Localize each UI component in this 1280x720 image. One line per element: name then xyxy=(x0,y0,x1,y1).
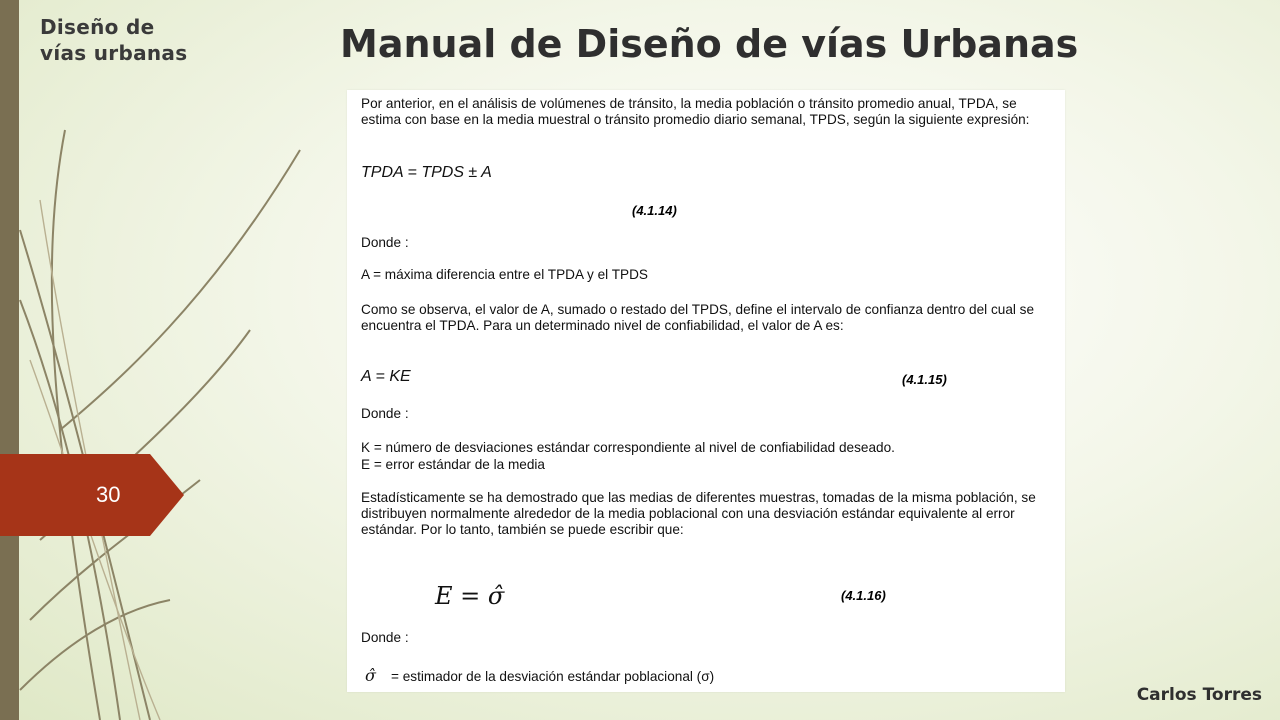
donde-label-3: Donde : xyxy=(361,630,409,645)
definition-e: E = error estándar de la media xyxy=(361,457,545,472)
equation-3: E = σ̂ xyxy=(435,582,505,610)
decorative-curves xyxy=(0,0,320,720)
slide-title: Manual de Diseño de vías Urbanas xyxy=(340,22,1079,66)
author-name: Carlos Torres xyxy=(1136,685,1262,705)
donde-label-1: Donde : xyxy=(361,235,409,250)
equation-3-number: (4.1.16) xyxy=(841,588,886,603)
equation-1-number: (4.1.14) xyxy=(632,203,677,218)
equation-2-number: (4.1.15) xyxy=(902,372,947,387)
slide-number: 30 xyxy=(96,482,121,507)
section-label-line2: vías urbanas xyxy=(40,41,188,65)
definition-a: A = máxima diferencia entre el TPDA y el TPDS xyxy=(361,267,648,282)
slide-number-badge xyxy=(0,454,184,536)
left-accent-bar xyxy=(0,0,19,720)
definition-k: K = número de desviaciones estándar correspondiente al nivel de confiabilidad deseado. xyxy=(361,440,895,455)
paragraph-2: Como se observa, el valor de A, sumado o restado del TPDS, define el intervalo de confianza dentro del cual se encuentra el TPDA. Para un determinado nivel de confiabilidad, el valor de A es: xyxy=(361,302,1035,333)
document-image xyxy=(347,90,1065,692)
definition-sigma: = estimador de la desviación estándar poblacional (σ) xyxy=(391,669,715,684)
equation-2: A = KE xyxy=(361,368,411,385)
donde-label-2: Donde : xyxy=(361,406,409,421)
sigma-hat-symbol: σ̂ xyxy=(365,666,376,685)
slide-number-arrow xyxy=(0,454,184,536)
paragraph-3: Estadísticamente se ha demostrado que las medias de diferentes muestras, tomadas de la misma población, se distribuyen normalmente alrededor de la media poblacional con una desviación estándar equivalente al error estándar. Por lo tanto, también se puede escribir que: xyxy=(361,490,1036,537)
intro-paragraph: Por anterior, en el análisis de volúmenes de tránsito, la media población o tránsito promedio anual, TPDA, se estima con base en la media muestral o tránsito promedio diario semanal, TPDS, según la siguiente expresión: xyxy=(361,96,1030,127)
equation-1: TPDA = TPDS ± A xyxy=(361,164,492,181)
section-label-line1: Diseño de xyxy=(40,15,155,39)
section-label xyxy=(40,14,240,66)
